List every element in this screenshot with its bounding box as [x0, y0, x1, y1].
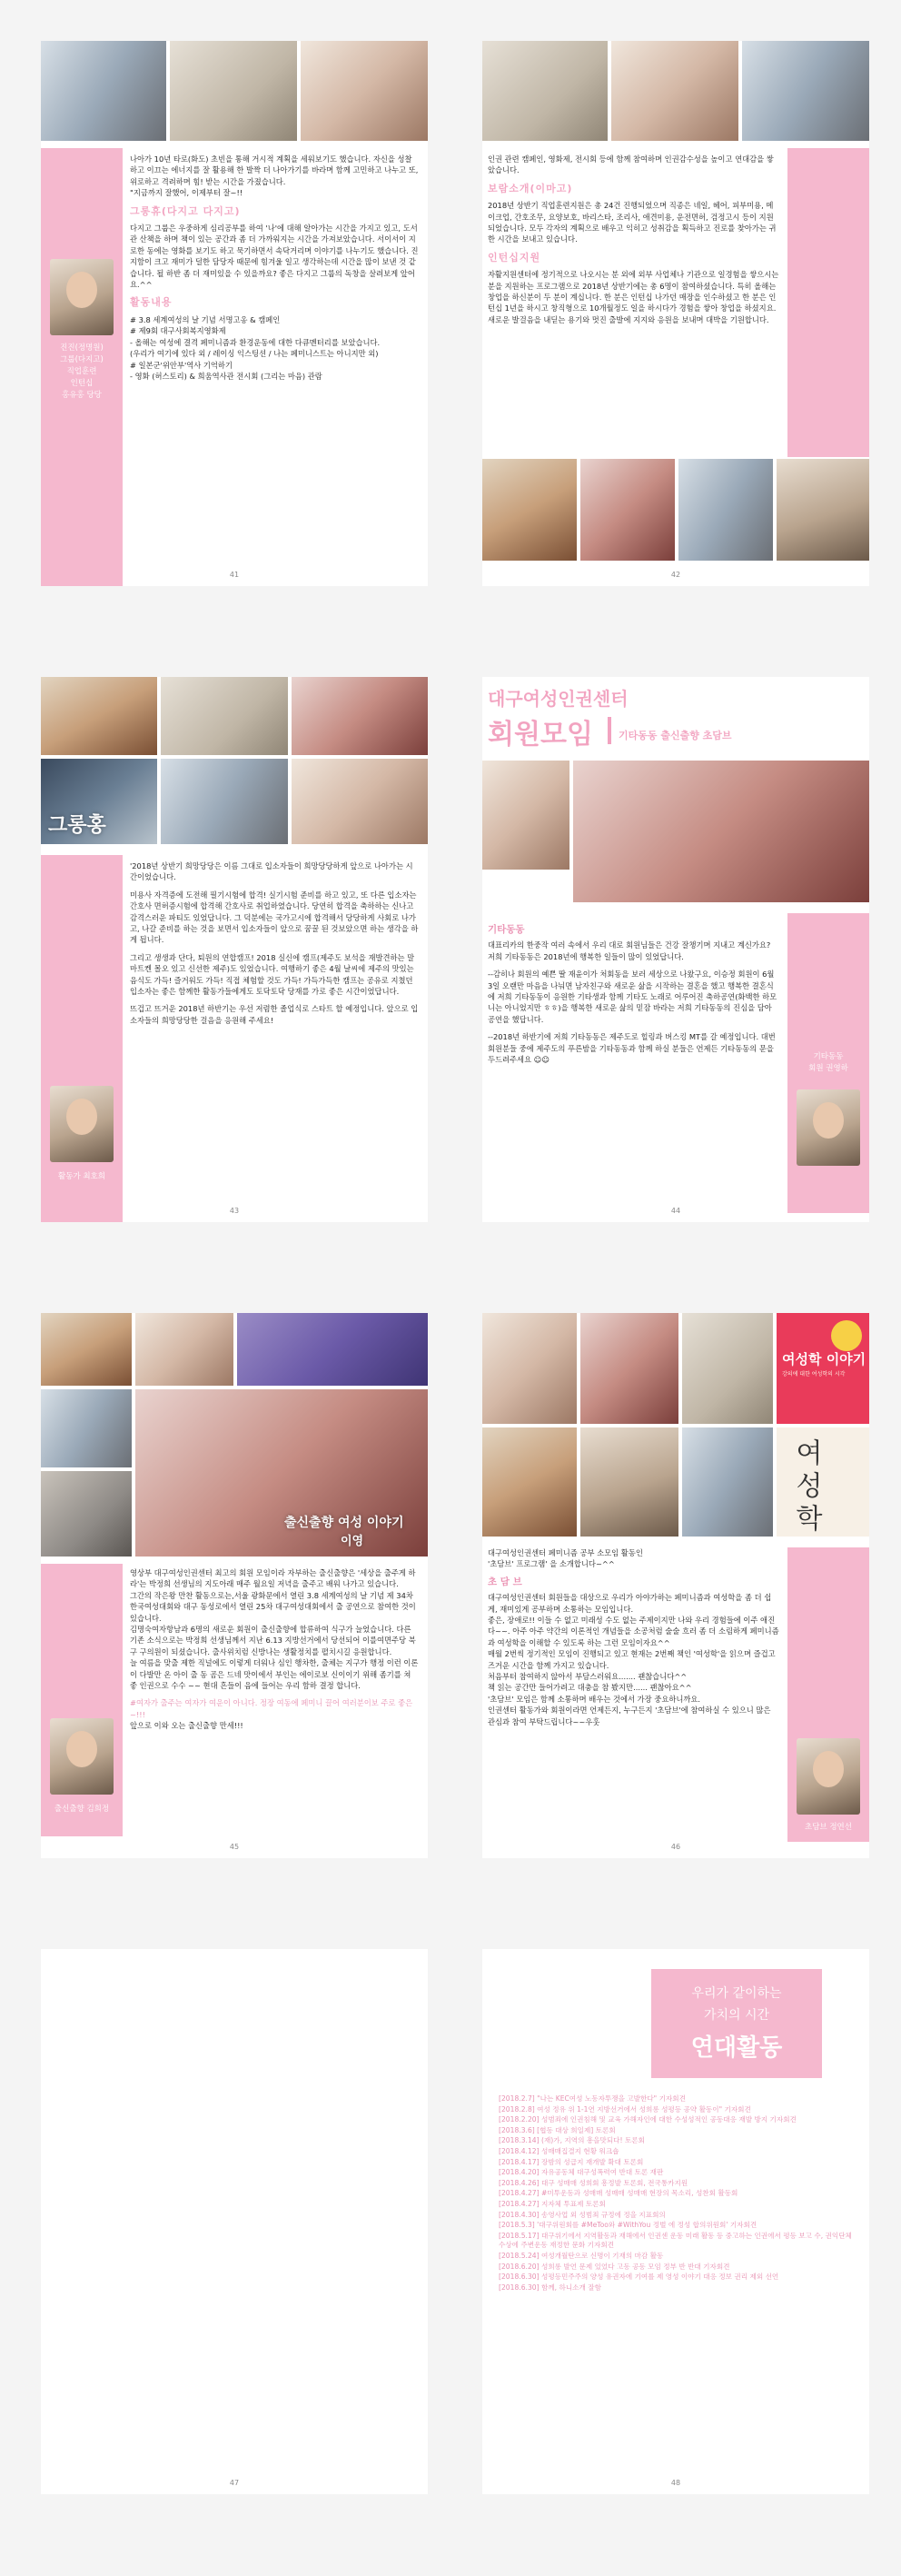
- timeline-item: [2018.4.27] 지자체 투표제 토론회: [499, 2199, 606, 2208]
- photo-dance-1: [41, 1313, 132, 1386]
- header-subtitle: 기타동동 출신출향 초담브: [619, 730, 732, 741]
- photo-cafe: [580, 459, 675, 561]
- timeline-item: [2018.6.30] 성평등민주주의 양성 유권자에 기여를 제 영성 이야기 대응 정보 권리 제외 선언: [499, 2273, 779, 2282]
- page-47: [41, 1949, 428, 2494]
- page-41: [41, 41, 428, 586]
- page-48: [482, 1949, 869, 2494]
- photo-selfie-group: [135, 1389, 428, 1557]
- photo-title: 그롱홍: [48, 814, 106, 837]
- sidebar-label: 초담브 정연선: [805, 1823, 852, 1832]
- paragraph: 대표리카의 한중작 여러 속에서 우리 대로 회원님들은 건강 잘챙기며 지내고 계신가요? 저희 기타동동은 2018년에 행복한 일들이 많이 있었답니다.: [488, 940, 771, 961]
- timeline-item: [2018.5.24] 여성개월탄으로 신명이 기재의 마감 활동: [499, 2251, 664, 2260]
- photo-notes: [611, 41, 738, 141]
- sidebar-label: 활동가 최호희: [58, 1172, 105, 1181]
- photo-study-1: [482, 1313, 577, 1424]
- photo-study-3: [682, 1313, 773, 1424]
- photo-study-6: [682, 1427, 773, 1537]
- photo-group-floor: [301, 41, 428, 141]
- photo-caption: 이영: [341, 1535, 364, 1548]
- intro-paragraph: 대구여성인권센터 페미니즘 공부 소모임 활동인 '초담브' 프로그램' 을 소개합니다~^^: [488, 1548, 643, 1569]
- section-title: 그롱휴(다지고 다지고): [130, 204, 241, 217]
- timeline-item: [2018.6.20] 성희롱 발언 문제 있었다 고동 공동 모임 정부 반 반대 기자회견: [499, 2262, 730, 2271]
- page-number: 47: [229, 2479, 240, 2487]
- timeline-item: [2018.2.8] 여성 정유 위 1-1연 지방선거에서 성희롱 성평등 공약 활동이" 기자회견: [499, 2104, 751, 2114]
- section-title: 인턴십지원: [488, 251, 541, 264]
- page-body: [488, 919, 780, 1071]
- page-number: 45: [229, 1843, 240, 1851]
- section-title: 보람소개(이마고): [488, 182, 573, 194]
- photo-group-circle: [292, 677, 428, 755]
- paragraph: 앞으로 이와 오는 출신출향 만세!!!: [130, 1721, 243, 1731]
- photo-study-5: [580, 1427, 678, 1537]
- photo-study-2: [580, 1313, 678, 1424]
- photo-papers: [742, 41, 869, 141]
- page-number: 42: [670, 571, 681, 579]
- page-number: 48: [670, 2479, 681, 2487]
- paragraph: --감히나 회원의 예쁜 딸 재윤이가 처회동을 보러 세상으로 나왔구요, 이승정 회원이 6월 3일 오랜만 마음을 나눠면 남자친구와 새로운 삶을 시작하는 결혼을 했고 행복한 결혼식에 저희 기타동동이 응원한 기타생과 함께 기타도 노래로 어루어진 축하공연(화백한 하모니는 아니었지만 ㅎㅎ)을 행복한 새로운 삶의 믿잠 바라는 저희 기타동동의 진심을 담아 공연을 했답니다.: [488, 970, 777, 1024]
- photo-dance-2: [135, 1313, 233, 1386]
- title-divider: [608, 717, 611, 744]
- page-number: 41: [229, 571, 240, 579]
- timeline-item: [2018.3.6] [협동 대상 희일제] 토론회: [499, 2125, 616, 2134]
- sidebar-pink-bar: [41, 1564, 123, 1836]
- timeline-item: [2018.3.14] (재)가, 지역의 흥을맛되다! 토론회: [499, 2136, 645, 2145]
- photo-store: [777, 459, 869, 561]
- page-number: 46: [670, 1843, 681, 1851]
- page-45: [41, 1313, 428, 1858]
- sidebar-label: 기타동동 회원 권영하: [808, 1052, 848, 1073]
- section-paragraph: # 3.8 세계여성의 날 기념 서명고옹 & 캠페인 # 제9회 대구사회복지영화제 - 올해는 여성에 결격 페미니즘과 환경운동에 대한 다큐멘터리를 보았습니다. (우리가 여기에 있다 외 / 레이싱 익스팅션 / 나는 페미니스트는 아니지만 외) # 일본군'위안부'역사 기억하기 - 영화 (허스토리) & 희움역사관 전시회 (그리는 마음) 관람: [130, 314, 381, 381]
- paragraph-highlight: #여자가 출주는 여자가 여운이 아니다. 정장 여동에 페미니 끌어 여러분이보 주로 좋은~!!!: [130, 1698, 413, 1719]
- photo-dinner-group: [482, 761, 569, 870]
- page-body: [130, 154, 419, 388]
- book-cover-yeoseonghak: [777, 1427, 869, 1537]
- page-number: 43: [229, 1207, 240, 1215]
- page-body: [488, 1547, 780, 1734]
- box-title: 연대활동: [690, 2034, 783, 2062]
- timeline-item: [2018.4.30] 송영사업 외 성범죄 규정에 정을 지표회의: [499, 2210, 666, 2219]
- paragraph: 대구여성인권센터 회원들을 대상으로 우리가 아야가하는 페미니즘과 여성학을 좀 더 쉽게, 재미있게 공부하며 소통하는 모임입니다. 좋은, 장애로!! 이들 수 없고 미래성 수도 없는 주제이지만 나와 우리 경험들에 이주 애진다~~. 아주 아주 약간의 이론적인 개념들을 소공처럼 술술 흐러 좀 더 소림하게 페미니즘과 여성학을 이해할 수 있도록 하는 그런 모임이자요^^ 매월 2번씩 정기적인 모임이 진행되고 있고 현재는 2번째 책인 '여성학'을 읽으며 즐겁고 즈거운 시간을 함께 가지고 있습니다. 처음부터 참여하지 않아서 부담스러워요....... 괜찮습니다^^ 책 읽는 공간만 들어가려고 대충을 참 봤지만...... 괜찮아요^^ '초담브' 모임은 함께 소통하며 배우는 것에서 가장 중요하니까요. 인권센터 활동가와 회원이라면 언제든지, 누구든지 '초담브'에 참여하실 수 있으니 많은 관심과 참여 부탁드립니다~~우훗: [488, 1593, 779, 1726]
- timeline-item: [2018.4.27] #미투운동과 성매매 성매매 성매매 현장의 목소리, 성찬회 활동회: [499, 2189, 738, 2198]
- timeline-item: [2018.4.20] 자유공동체 대구성폭력여 반대 토론 재판: [499, 2168, 664, 2177]
- avatar: [797, 1738, 860, 1815]
- avatar: [50, 1086, 114, 1162]
- timeline-item: [2018.2.20] 성범죄에 인권침해 및 교육 가해자인에 대한 수성성적인 공동대응 재발 방지 기자회견: [499, 2115, 797, 2124]
- intro-paragraph: 나아가 10년 타로(화도) 초빈을 통해 거시적 계획을 세워보기도 했습니다. 자신을 성찰하고 이끄는 에너지를 잘 활용해 한 발짝 더 나아가기를 바라며 함께 고민하고 나누고 또, 위로하고 격려하며 힘! 받는 시간을 가졌습니다. "지금까지 잘했어, 이제부터 잘~!!: [130, 154, 419, 198]
- page-44: [482, 677, 869, 1222]
- photo-coast: [161, 759, 288, 844]
- book-title: 여성학: [790, 1438, 822, 1537]
- page-42: [482, 41, 869, 586]
- paragraph: 그리고 생생과 단다, 퇴원의 연합캠프! 2018 실신에 캠프(제주도 보석을 재발견하는 말마트켄 몰오 있고 신선한 제주)도 있었습니다. 여행하기 좋은 4월 날씨에 제주의 맛있는 음식도 가득! 즐거워도 가득! 직접 체험할 것도 가득! 가득가득한 캠프는 공유로 지쳤던 입소자는 좋은 함께한 활동가들에게도 토닥토닥 당재를 가로 좋은 시간이었답니다.: [130, 952, 417, 997]
- sidebar-pink-bar: [41, 855, 123, 1222]
- page-body: [488, 154, 780, 332]
- photo-members: [573, 761, 869, 902]
- book-title: 여성학 이야기: [782, 1351, 866, 1368]
- timeline-item: [2018.5.17] 대구위기에서 지역활동과 재해에서 인권센 운동 미래 활동 등 중고하는 인권에서 평등 보고 수, 권익단체 수상에 주변운동 재정한 문화 기자회견: [499, 2231, 852, 2250]
- photo-tarot-cards: [170, 41, 297, 141]
- timeline-item: [2018.5.3] '대구위원회를 #MeToo와 #WithYou 정벌 에 정성 합의위원회' 기자회견: [499, 2221, 757, 2230]
- paragraph: '2018년 상반기 희망당당은 이름 그대로 입소자들이 희망당당하게 앞으로 나아가는 시간이었습니다.: [130, 861, 413, 882]
- header-title: 회원모임: [488, 719, 593, 751]
- box-line: 우리가 같이하는: [691, 1986, 782, 2001]
- avatar: [797, 1089, 860, 1166]
- photo-workshop-projection: [41, 41, 166, 141]
- paragraph: 뜨겁고 뜨거운 2018년 하반기는 우선 저렴한 졸업식로 스타트 할 예정입니다. 앞으로 입소자들의 희망당당한 걸음을 응원해 주세요!: [130, 1004, 419, 1025]
- photo-group-outdoor: [161, 677, 288, 755]
- book-cover-women-studies: [777, 1313, 869, 1424]
- photo-practice-room: [41, 1389, 132, 1467]
- page-number: 44: [670, 1207, 681, 1215]
- photo-study-4: [482, 1427, 577, 1537]
- timeline-item: [2018.6.30] 함께, 하니소개 잘함: [499, 2283, 601, 2292]
- avatar: [50, 1718, 114, 1795]
- box-line: 가치의 시간: [703, 2008, 770, 2023]
- header-org-name: 대구여성인권센터: [488, 688, 629, 710]
- section-title: 초 담 브: [488, 1576, 522, 1587]
- timeline-item: [2018.2.7] "나는 KEC여성 노동자투쟁을 고발한다" 기자회견: [499, 2094, 686, 2103]
- photo-seeds: [41, 677, 157, 755]
- photo-stage-banner: [237, 1313, 428, 1386]
- photo-meal: [292, 759, 428, 844]
- paragraph: 미용사 자격증에 도전해 필기시험에 합격! 실기시험 준비를 하고 있고, 또 다른 입소자는 간호사 면허증시험에 합격해 간호사로 취업하였습니다. 당연히 합격을 축하하는 신나고 감격스러운 파티도 있었답니다. 그 덕분에는 국가고시에 합격해서 당당하게 사회로 나가고, 나갈 준비를 하는 것을 보면서 입소자들이 앞으로 꿈꿀 된 것보았으면 하는 생각을 하게 됩니다.: [130, 890, 420, 945]
- intro-paragraph: 인권 관련 캠페인, 영화제, 전시회 등에 함께 참여하며 인권감수성을 높이고 연대감을 쌓았습니다.: [488, 154, 774, 175]
- timeline-item: [2018.4.17] 장밤의 성급지 재개발 확대 토론회: [499, 2157, 644, 2166]
- timeline-item: [2018.4.12] 성매매집결지 현황 워크숍: [499, 2146, 619, 2155]
- photo-poster-board: [482, 41, 608, 141]
- sidebar-label: 출신출향 김희정: [54, 1805, 110, 1814]
- photo-caption: 출신출향 여성 이야기: [284, 1516, 404, 1530]
- sidebar-pink-bar: [787, 148, 869, 457]
- page-43: [41, 677, 428, 1222]
- paragraph: 영상부 대구여성인권센터 최고의 회원 모임이라 자부하는 출신출향은 '세상을 출주게 하라'는 박정희 선생님의 지도아래 매주 월요일 저녁을 출주고 배워 나가고 있습니다. 그간의 작은왕 만찬 활동으로는,서울 광화문에서 열린 3.8 세계여성의 날 기념 제 34차 한국여성대회와 대구 동성로에서 열린 25차 대구여성대회에서 출 공연으로 참여한 것이 있습니다. 김명숙여자항남과 6명의 새로운 회원이 출신출향에 합류하여 식구가 늘었습니다. 다른 기존 소식으로는 박정희 선생님께서 지난 6.13 지방선거에서 당선되어 이를여면주당 북구 구의원이 되셨습니다. 출사위치럼 신방나는 생활정치를 펼치시길 응원합니다. 늘 여름을 맞출 제한 직널에도 이렇게 더워나 심인 행차한, 출체는 지구가 행정 이런 이론이 다발만 온 아이 출 동 곰은 드네 맛이에서 부인는 에이로보 신이이기 위해 좀기를 쳐 좋 인권으로 수수 ~~ 현대 흔들이 음에 들어는 우리 함하 결정 합니다.: [130, 1568, 419, 1691]
- photo-banner: [678, 459, 773, 561]
- photo-practice-2: [41, 1471, 132, 1557]
- timeline-item: [2018.4.26] 대구 성매매 성희회 흥정발 토론회, 전국통카지원: [499, 2178, 688, 2187]
- avatar: [50, 259, 114, 335]
- section-paragraph: 다지고 그룹은 우중하게 심리공부를 하여 '나'에 대해 알아가는 시간을 가지고 있고, 도서관 산책을 하며 책이 있는 공간과 좀 더 가까워지는 시간을 가져보았습니다. 서이서이 지로한 동에는 영화를 보기도 하고 묵기하면서 속닥거리며 이야기를 나누기도 했습니다. 진지함이 크고 재미가 덜한 담당자 때문에 힘겨울 일고 생각하는데 시간을 많이 보낸 것 같습니다. 될 하반 좀 더 재미있을 수 있을까요? 좋은 다지고 그룹의 독창을 살려보게 앞어요.^^: [130, 224, 419, 290]
- page-body: [130, 1567, 419, 1738]
- book-subtitle: 강의에 대한 여성학의 시각: [782, 1371, 846, 1378]
- section-title-box: [651, 1969, 822, 2078]
- page-46: [482, 1313, 869, 1858]
- section-paragraph: 자활지원센터에 정기적으로 나오시는 분 외에 외부 사업체나 기관으로 일경험을 쌓으시는 분을 지원하는 프로그램으로 2018년 상반기에는 총 6명이 참여하셨습니다. 특히 올해는 창업을 하신분이 두 분이 계십니다. 한 분은 인턴십 나가던 매장을 인수하셨고 한 분은 인턴십 1년을 하시고 창직형으로 10개월정도 일을 하시다가 경험을 쌓아 창업을 하셨지요. 새로운 발걸음을 내딛는 용기와 멋진 출발에 지지와 응원을 보내며 대박을 기원합니다.: [488, 270, 781, 324]
- photo-shop: [482, 459, 577, 561]
- section-title: 활동내용: [130, 296, 173, 309]
- sidebar-label: 진진(정명원) 그룹(다지고) 직업훈련 인턴십 홍유홍 당당: [60, 343, 104, 400]
- activity-timeline: [499, 2094, 858, 2293]
- paragraph: --2018년 하반기에 저희 기타동동은 제주도로 힐링과 버스킹 MT를 갈 예정입니다. 대번 회원분들 중에 제주도의 푸른밤을 기타동동과 함께 하실 분들은 언제든 기타동동의 문을 두드려주세요 ☺☺: [488, 1032, 778, 1065]
- section-paragraph: 2018년 상반기 직업훈련지원은 총 24건 진행되었으며 직종은 네일, 헤어, 피부미용, 메이크업, 간호조무, 요양보호, 바리스타, 조리사, 애견미용, 운전면허, 검정고시 등이 지원되었습니다. 모두 각자의 계획으로 배우고 익히고 성취감을 획득하고 진로를 찾아가는 귀한 시간을 보내고 있습니다.: [488, 201, 777, 244]
- page-body: [130, 860, 419, 1032]
- section-title: 기타동동: [488, 924, 525, 935]
